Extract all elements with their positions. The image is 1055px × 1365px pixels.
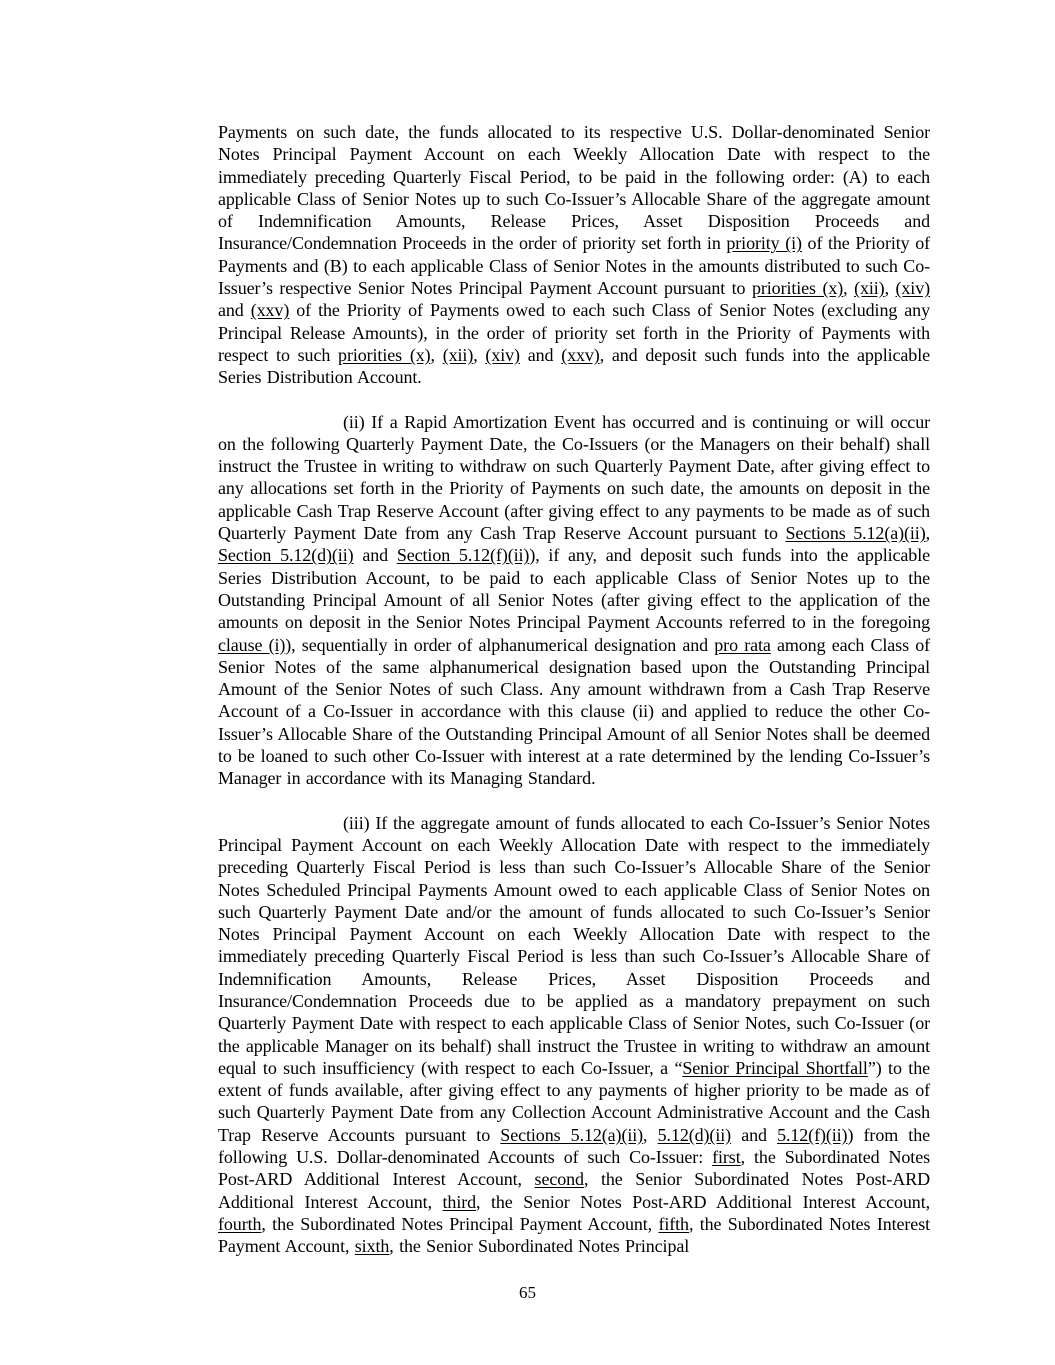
text-run: and [353,545,397,566]
underlined-term: Sections 5.12(a)(ii) [785,523,926,544]
document-body [218,121,930,1280]
text-run: Payments on such date, the funds allocated to its respective U.S. Dollar-denominated Senior Notes Principal Payment Account on each Weekly Allocation Date with respect to the immediately preceding Quarterly Fiscal Period, to be paid in the following order: (A) to each applicable Class of Senior Notes up to such Co-Issuer’s Allocable Share of the aggregate amount of Indemnification Amounts, Release Prices, Asset Disposition Proceeds and Insurance/Condemnation Proceeds in the order of priority set forth in [218,122,930,254]
underlined-term: (xxv) [250,300,290,321]
page-number: 65 [519,1283,536,1302]
text-run: , [473,344,486,365]
text-run: , the Senior Notes Post-ARD Additional Interest Account, [476,1191,930,1212]
text-run: ) from the following U.S. Dollar-denominated Accounts of such Co-Issuer: [218,1124,930,1168]
underlined-term: clause (i) [218,634,286,655]
text-run: , [643,1124,658,1145]
text-run: and [519,344,562,365]
text-run: and [731,1124,778,1145]
text-run: (iii) If the aggregate amount of funds allocated to each Co-Issuer’s Senior Notes Principal Payment Account on each Weekly Allocation Date with respect to the immediately preceding Quarterly Fiscal Period is less than such Co-Issuer’s Allocable Share of the Senior Notes Scheduled Principal Payments Amount owed to each applicable Class of Senior Notes on such Quarterly Payment Date and/or the amount of funds allocated to such Co-Issuer’s Senior Notes Principal Payment Account on each Weekly Allocation Date with respect to the immediately preceding Quarterly Fiscal Period is less than such Co-Issuer’s Allocable Share of Indemnification Amounts, Release Prices, Asset Disposition Proceeds and Insurance/Condemnation Proceeds due to be applied as a mandatory prepayment on such Quarterly Payment Date with respect to each applicable Class of Senior Notes, such Co-Issuer (or the applicable Manager on its behalf) shall instruct the Trustee in writing to withdraw an amount equal to such insufficiency (with respect to each Co-Issuer, a “ [218,812,930,1078]
underlined-term: Section 5.12(d)(ii) [218,545,354,566]
underlined-term: priorities (x) [751,278,844,299]
text-run: , the Subordinated Notes Interest Payment Account, [218,1213,930,1257]
paragraph-clause-iii-senior-principal-shortfall [218,812,930,1258]
text-run: ”) to the extent of funds available, after giving effect to any payments of higher priority to be made as of such Quarterly Payment Date from any Collection Account Administrative Account and the Cash Trap Reserve Accounts pursuant to [218,1057,930,1145]
paragraph-clause-ii-rapid-amortization [218,411,930,790]
text-run: , [925,523,930,544]
underlined-term: (xiv) [895,278,930,299]
text-run: , [843,278,855,299]
text-run: , the Senior Subordinated Notes Principal [389,1236,690,1257]
text-run: ), if any, and deposit such funds into the applicable Series Distribution Account, to be paid to each applicable Class of Senior Notes up to the Outstanding Principal Amount of all Senior Notes (after giving effect to the application of the amounts on deposit in the Senior Notes Principal Payment Accounts referred to in the foregoing [218,545,930,633]
text-run: , and deposit such funds into the applicable Series Distribution Account. [218,344,930,388]
paragraph-priority-of-payments-continuation [218,121,930,389]
text-run: among each Class of Senior Notes of the same alphanumerical designation based upon the Outstanding Principal Amount of the Senior Notes of such Class. Any amount withdrawn from a Cash Trap Reserve Account of a Co-Issuer in accordance with this clause (ii) and applied to reduce the other Co-Issuer’s Allocable Share of the Outstanding Principal Amount of all Senior Notes shall be deemed to be loaned to such other Co-Issuer with interest at a rate determined by the lending Co-Issuer’s Manager in accordance with its Managing Standard. [218,634,930,789]
underlined-term: second [534,1169,584,1190]
text-run: of the Priority of Payments and (B) to each applicable Class of Senior Notes in the amounts distributed to such Co-Issuer’s respective Senior Notes Principal Payment Account pursuant to [218,233,930,299]
underlined-term: Senior Principal Shortfall [682,1057,868,1078]
underlined-term: 5.12(f)(ii) [777,1124,848,1145]
underlined-term: Section 5.12(f)(ii) [396,545,530,566]
underlined-term: 5.12(d)(ii) [657,1124,732,1145]
text-run: , the Subordinated Notes Principal Payment Account, [261,1213,659,1234]
text-run: , the Subordinated Notes Post-ARD Additional Interest Account, [218,1147,930,1190]
underlined-term: fourth [218,1213,262,1234]
text-run: ), sequentially in order of alphanumerical designation and [285,634,715,655]
underlined-term: (xxv) [561,344,600,365]
underlined-term: priority (i) [726,233,802,254]
text-run: (ii) If a Rapid Amortization Event has occurred and is continuing or will occur on the following Quarterly Payment Date, the Co-Issuers (or the Managers on their behalf) shall instruct the Trustee in writing to withdraw on such Quarterly Payment Date, after giving effect to any allocations set forth in the Priority of Payments on such date, the amounts on deposit in the applicable Cash Trap Reserve Account (after giving effect to any payments to be made as of such Quarterly Payment Date from any Cash Trap Reserve Account pursuant to [218,411,930,544]
underlined-term: (xiv) [485,344,520,365]
underlined-term: Sections 5.12(a)(ii) [500,1124,644,1145]
underlined-term: priorities (x) [338,344,431,365]
underlined-term: sixth [354,1236,390,1257]
text-run: , the Senior Subordinated Notes Post-ARD Additional Interest Account, [218,1169,930,1212]
underlined-term: third [442,1191,477,1212]
text-run: , [430,344,443,365]
underlined-term: (xii) [442,344,474,365]
underlined-term: pro rata [714,634,771,655]
underlined-term: first [712,1147,741,1168]
text-run: and [218,300,251,321]
text-run: , [884,278,896,299]
text-run: of the Priority of Payments owed to each such Class of Senior Notes (excluding any Principal Release Amounts), in the order of priority set forth in the Priority of Payments with respect to such [218,300,930,365]
underlined-term: fifth [658,1213,689,1234]
underlined-term: (xii) [854,278,885,299]
